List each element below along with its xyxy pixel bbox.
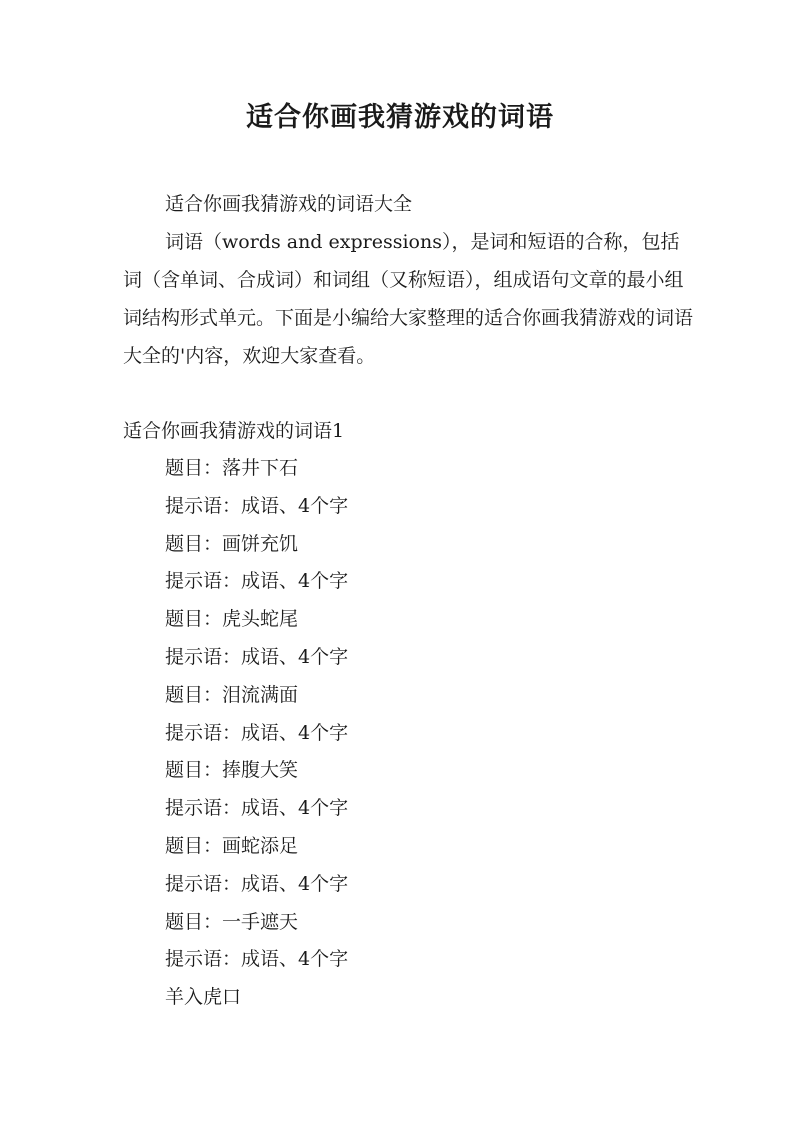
entry-line: 题目：画蛇添足: [165, 834, 299, 857]
intro-section: [123, 185, 693, 375]
entry-line: 羊入虎口: [165, 986, 242, 1009]
entry-line: 提示语：成语、4个字: [165, 645, 349, 668]
entry-line: 提示语：成语、4个字: [165, 872, 349, 895]
entry-line: 题目：虎头蛇尾: [165, 608, 299, 631]
entry-line: 题目：捧腹大笑: [165, 759, 299, 782]
entry-line: 题目：落井下石: [165, 457, 299, 479]
entry-list: [165, 450, 348, 1017]
entry-line: 提示语：成语、4个字: [165, 494, 349, 517]
section-heading: 适合你画我猜游戏的词语1: [123, 420, 345, 442]
entry-line: 提示语：成语、4个字: [165, 721, 349, 744]
entry-line: 题目：泪流满面: [165, 683, 299, 706]
entry-line: 提示语：成语、4个字: [165, 570, 349, 593]
entry-line: 题目：画饼充饥: [165, 532, 299, 555]
entry-line: 题目：一手遮天: [165, 910, 299, 933]
intro-paragraph: 词语（words and expressions），是词和短语的合称，包括词（含单词、合成词）和词组（又称短语），组成语句文章的最小组词结构形式单元。下面是小编给大家整理的适合你画我猜游戏的词语大全的'内容，欢迎大家查看。: [123, 231, 694, 367]
entry-line: 提示语：成语、4个字: [165, 948, 349, 971]
document-title: 适合你画我猜游戏的词语: [246, 102, 554, 133]
entry-line: 提示语：成语、4个字: [165, 797, 349, 820]
intro-subtitle: 适合你画我猜游戏的词语大全: [165, 193, 413, 215]
